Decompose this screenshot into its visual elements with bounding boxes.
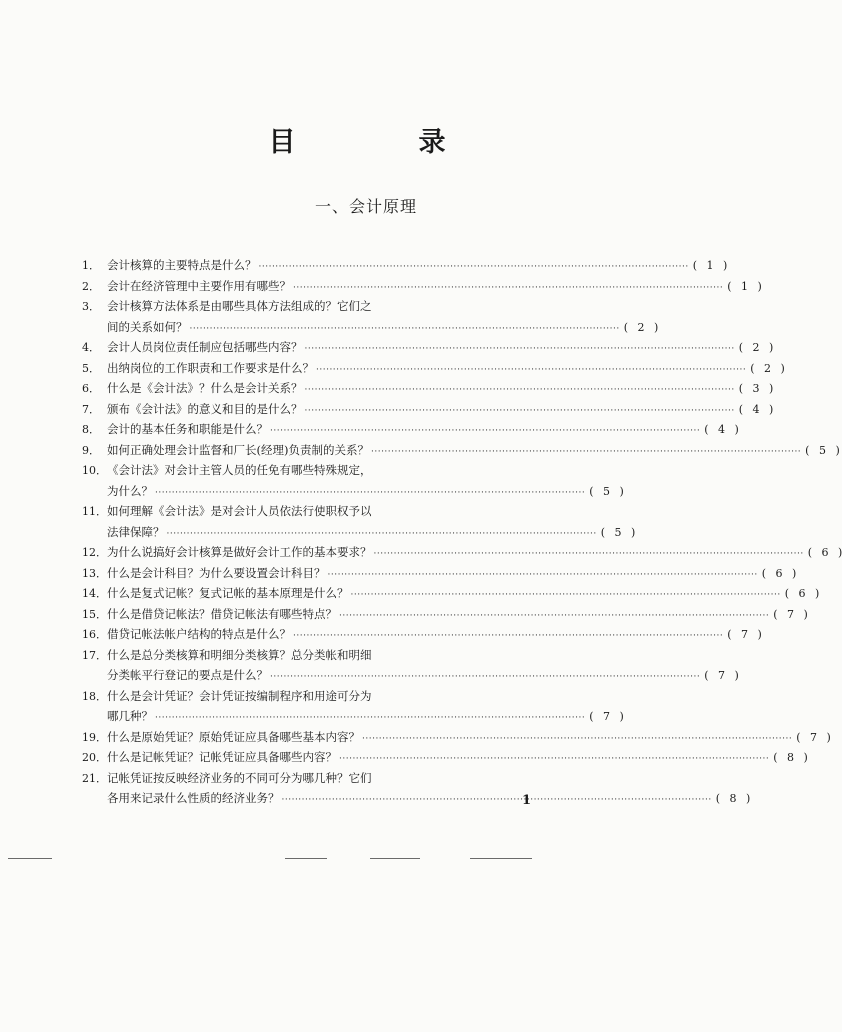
toc-entry-text: 借贷记帐法帐户结构的特点是什么？ [107,627,291,641]
toc-page-ref: ( 7 ) [773,605,808,626]
toc-entry-number: 20． [82,751,107,764]
toc-entry-line [82,706,624,727]
toc-entry-text: 什么是借贷记帐法？借贷记帐法有哪些特点？ [107,606,337,621]
toc-entry-number: 15． [82,607,107,621]
toc-page-ref: ( 3 ) [739,379,774,400]
toc-entry-line [82,788,751,809]
toc-entry-number: 1． [82,259,100,272]
toc-entry-text: 会计人员岗位责任制应包括哪些内容？ [107,340,303,354]
toc-entry-text: 各用来记录什么性质的经济业务？ [107,791,280,805]
toc-page-ref: ( 7 ) [727,625,762,646]
toc-entry [82,583,820,604]
toc-entry [82,276,762,297]
toc-entry-text: 会计在经济管理中主要作用有哪些？ [107,278,291,293]
dot-leader [339,749,769,770]
toc-entry-number: 3． [82,300,100,313]
toc-page-number: 2 [637,320,645,334]
toc-page-ref: ( 5 ) [589,482,624,503]
toc-page-number: 7 [740,628,748,641]
toc-page-number: 7 [809,730,817,744]
section-heading: 一、会计原理 [314,197,417,216]
toc-entry-number: 18． [82,689,107,703]
toc-entry [82,645,739,686]
toc-entry-number: 5． [82,361,100,375]
toc-entry-text: 间的关系如何？ [107,319,188,334]
toc-page-number: 2 [763,361,771,375]
toc-page-ref: ( 5 ) [805,441,840,462]
toc-entry-text: 为什么说搞好会计核算是做好会计工作的基本要求？ [107,545,372,559]
toc-entry [82,358,785,379]
toc-entry-number: 10． [82,464,107,477]
dot-leader [351,585,781,606]
toc-entry [82,604,808,625]
toc-page-ref: ( 6 ) [785,584,820,605]
toc-entry-text: 什么是复式记帐？复式记帐的基本原理是什么？ [107,586,349,600]
dot-leader [305,339,735,360]
toc-entry-number: 7． [82,402,100,416]
toc-entry-line [82,583,820,604]
toc-entry-line [82,727,831,748]
toc-entry-number: 13． [82,566,107,580]
toc-page-number: 6 [821,546,829,559]
toc-entry [82,501,636,542]
toc-entry-line [82,747,808,768]
toc-page-number: 7 [717,669,725,682]
toc-page-ref: ( 1 ) [693,256,728,277]
toc-entry-text: 哪几种？ [107,709,153,723]
dot-leader [305,401,735,422]
toc-entry-line [82,378,774,399]
toc-entry-text: 出纳岗位的工作职责和工作要求是什么？ [107,360,314,375]
toc-entry-number: 17． [82,648,107,662]
toc-page-ref: ( 7 ) [704,666,739,687]
toc-entry-text: 什么是总分类核算和明细分类核算？总分类帐和明细 [107,647,372,662]
toc-entry-number: 11． [82,505,107,518]
toc-entry [82,563,797,584]
dot-leader [155,708,585,729]
toc-page-number: 7 [786,607,794,621]
scan-line [470,858,532,859]
toc-page-number: 5 [818,443,826,457]
toc-page-number: 4 [717,423,725,436]
dot-leader [362,729,792,750]
scan-line [370,858,420,859]
dot-leader [374,544,804,565]
dot-leader [371,442,801,463]
toc-page-ref: ( 7 ) [796,728,831,749]
toc-entry-line [82,686,562,707]
page-title: 目 录 [268,127,494,158]
toc-page-ref: ( 6 ) [808,543,842,564]
toc-entry [82,727,831,748]
toc-entry-text: 法律保障？ [107,524,165,539]
toc-entry [82,542,842,563]
toc-entry-line [82,542,842,563]
toc-entry-line [82,460,562,481]
toc-entry-line [82,768,562,789]
toc-entry-line [82,501,562,522]
toc-entry-line [82,624,762,645]
toc-page-number: 5 [602,484,610,498]
toc-entry-line [82,604,808,625]
dot-leader [328,565,758,586]
table-of-contents [82,255,842,809]
toc-entry-number: 14． [82,587,107,600]
dot-leader [305,380,735,401]
toc-entry [82,747,808,768]
toc-entry-line [82,563,797,584]
toc-entry [82,686,624,727]
dot-leader [316,360,746,381]
toc-page-ref: ( 2 ) [624,318,659,339]
toc-page-ref: ( 4 ) [739,400,774,421]
toc-page-ref: ( 1 ) [727,277,762,298]
toc-entry-line [82,645,562,666]
dot-leader [293,626,723,647]
toc-entry-line [82,419,739,440]
toc-entry [82,419,739,440]
toc-page-number: 6 [775,566,783,580]
toc-entry-number: 4． [82,341,100,354]
toc-page-number: 3 [752,382,760,395]
toc-entry-text: 记帐凭证按反映经济业务的不同可分为哪几种？它们 [107,770,372,785]
toc-entry [82,399,774,420]
toc-entry [82,296,659,337]
toc-entry-number: 8． [82,423,100,436]
toc-entry-line [82,276,762,297]
toc-page-number: 7 [602,710,610,723]
toc-entry-line [82,255,728,276]
toc-page-number: 1 [706,259,714,272]
toc-page-number: 4 [752,402,760,416]
toc-entry-text: 什么是记帐凭证？记帐凭证应具备哪些内容？ [107,750,337,764]
scan-line [285,858,327,859]
toc-entry-number: 12． [82,546,107,559]
toc-page-ref: ( 4 ) [704,420,739,441]
toc-page-number: 8 [729,792,737,805]
toc-entry-text: 如何理解《会计法》是对会计人员依法行使职权予以 [107,504,372,518]
toc-entry-text: 什么是《会计法》？什么是会计关系？ [107,381,303,395]
toc-page-ref: ( 7 ) [589,707,624,728]
toc-entry-line [82,481,624,502]
toc-entry-text: 《会计法》对会计主管人员的任免有哪些特殊规定， [107,463,372,477]
toc-entry-line [82,522,636,543]
dot-leader [282,790,712,811]
dot-leader [293,278,723,299]
toc-entry-number: 9． [82,443,100,457]
toc-page-number: 1 [740,279,748,293]
toc-entry-text: 分类帐平行登记的要点是什么？ [107,668,268,682]
toc-page-ref: ( 2 ) [750,359,785,380]
toc-entry [82,378,774,399]
toc-entry-line [82,296,562,317]
toc-entry [82,460,624,501]
toc-entry-text: 如何正确处理会计监督和厂长(经理)负责制的关系？ [107,442,369,457]
toc-entry-text: 颁布《会计法》的意义和目的是什么？ [107,401,303,416]
toc-entry-line [82,399,774,420]
toc-entry-text: 什么是会计科目？为什么要设置会计科目？ [107,565,326,580]
toc-entry-line [82,337,774,358]
toc-entry-number: 6． [82,382,100,395]
toc-entry-text: 什么是原始凭证？原始凭证应具备哪些基本内容？ [107,729,360,744]
page-number: 1 [522,793,532,808]
toc-entry [82,255,728,276]
toc-entry-line [82,358,785,379]
dot-leader [167,524,597,545]
toc-entry-line [82,665,739,686]
dot-leader [270,667,700,688]
toc-entry-text: 什么是会计凭证？会计凭证按编制程序和用途可分为 [107,688,372,703]
dot-leader [339,606,769,627]
toc-page-number: 6 [798,587,806,600]
toc-entry-number: 2． [82,279,100,293]
toc-page-number: 2 [752,341,760,354]
toc-entry-text: 会计核算方法体系是由哪些具体方法组成的？它们之 [107,299,372,313]
toc-page-number: 8 [786,751,794,764]
toc-entry [82,624,762,645]
toc-entry-text: 会计核算的主要特点是什么？ [107,258,257,272]
dot-leader [190,319,620,340]
toc-entry-number: 16． [82,628,107,641]
toc-entry [82,337,774,358]
scan-line [8,858,52,859]
toc-page-ref: ( 8 ) [773,748,808,769]
toc-page-ref: ( 8 ) [716,789,751,810]
toc-entry-line [82,440,840,461]
toc-entry-line [82,317,659,338]
toc-page-ref: ( 5 ) [601,523,636,544]
toc-entry-text: 会计的基本任务和职能是什么？ [107,422,268,436]
dot-leader [155,483,585,504]
toc-entry-number: 21． [82,771,107,785]
toc-page-number: 5 [614,525,622,539]
toc-page-ref: ( 2 ) [739,338,774,359]
dot-leader [259,257,689,278]
toc-page-ref: ( 6 ) [762,564,797,585]
toc-entry [82,768,751,809]
toc-entry-number: 19． [82,730,107,744]
toc-entry-text: 为什么？ [107,483,153,498]
dot-leader [270,421,700,442]
toc-entry [82,440,840,461]
